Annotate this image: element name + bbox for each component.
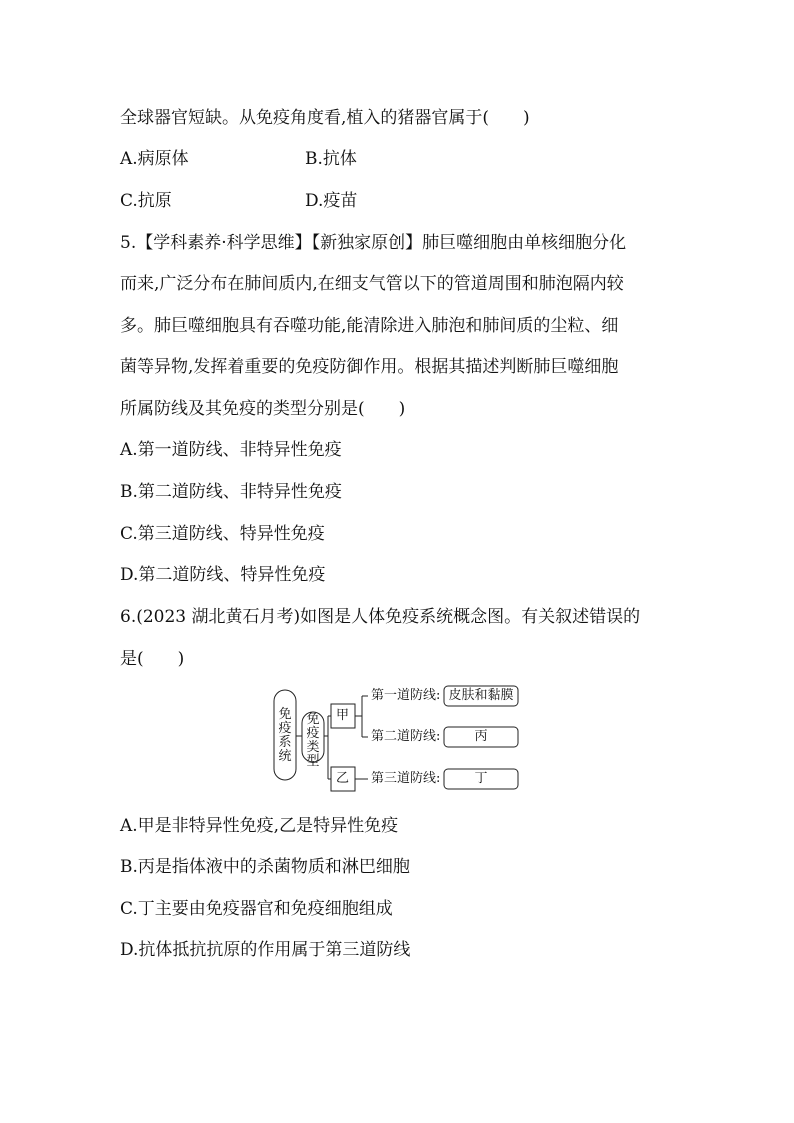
- node-yi: 乙: [336, 771, 350, 786]
- q6-option-b: B.丙是指体液中的杀菌物质和淋巴细胞: [120, 857, 410, 877]
- q5-option-b: B.第二道防线、非特异性免疫: [120, 482, 342, 502]
- q4-option-d: D.疫苗: [305, 191, 358, 211]
- q5-text-line: 所属防线及其免疫的类型分别是( ): [120, 399, 406, 419]
- immune-system-concept-diagram: [268, 676, 530, 798]
- q4-text: 全球器官短缺。从免疫角度看,植入的猪器官属于( ): [120, 108, 530, 128]
- q4-option-b: B.抗体: [305, 149, 357, 169]
- box-bing: 丙: [474, 729, 488, 744]
- q5-text-line: 5.【学科素养·科学思维】【新独家原创】肺巨噬细胞由单核细胞分化: [120, 233, 627, 253]
- node-jia: 甲: [336, 708, 350, 723]
- q5-option-c: C.第三道防线、特异性免疫: [120, 524, 325, 544]
- box-ding: 丁: [474, 771, 488, 786]
- label-second-line-of-defense: 第二道防线:: [371, 729, 441, 744]
- root-label-immune-system: 免疫系统: [278, 707, 292, 764]
- box-skin-and-mucosa: 皮肤和黏膜: [448, 688, 514, 703]
- q6-text-line: 是( ): [120, 649, 185, 669]
- label-third-line-of-defense: 第三道防线:: [371, 771, 441, 786]
- q6-option-d: D.抗体抵抗抗原的作用属于第三道防线: [120, 940, 411, 960]
- q6-text-line: 6.(2023 湖北黄石月考)如图是人体免疫系统概念图。有关叙述错误的: [120, 607, 641, 627]
- q5-text-line: 菌等异物,发挥着重要的免疫防御作用。根据其描述判断肺巨噬细胞: [120, 357, 619, 377]
- q4-option-c: C.抗原: [120, 191, 172, 211]
- q5-option-a: A.第一道防线、非特异性免疫: [120, 440, 342, 460]
- q6-option-a: A.甲是非特异性免疫,乙是特异性免疫: [120, 816, 399, 836]
- type-label-immune-types: 免疫类型: [306, 712, 320, 769]
- q5-text-line: 多。肺巨噬细胞具有吞噬功能,能清除进入肺泡和肺间质的尘粒、细: [120, 316, 619, 336]
- q5-option-d: D.第二道防线、特异性免疫: [120, 565, 326, 585]
- q4-option-a: A.病原体: [120, 149, 189, 169]
- label-first-line-of-defense: 第一道防线:: [371, 688, 441, 703]
- q5-text-line: 而来,广泛分布在肺间质内,在细支气管以下的管道周围和肺泡隔内较: [120, 274, 624, 294]
- q6-option-c: C.丁主要由免疫器官和免疫细胞组成: [120, 899, 393, 919]
